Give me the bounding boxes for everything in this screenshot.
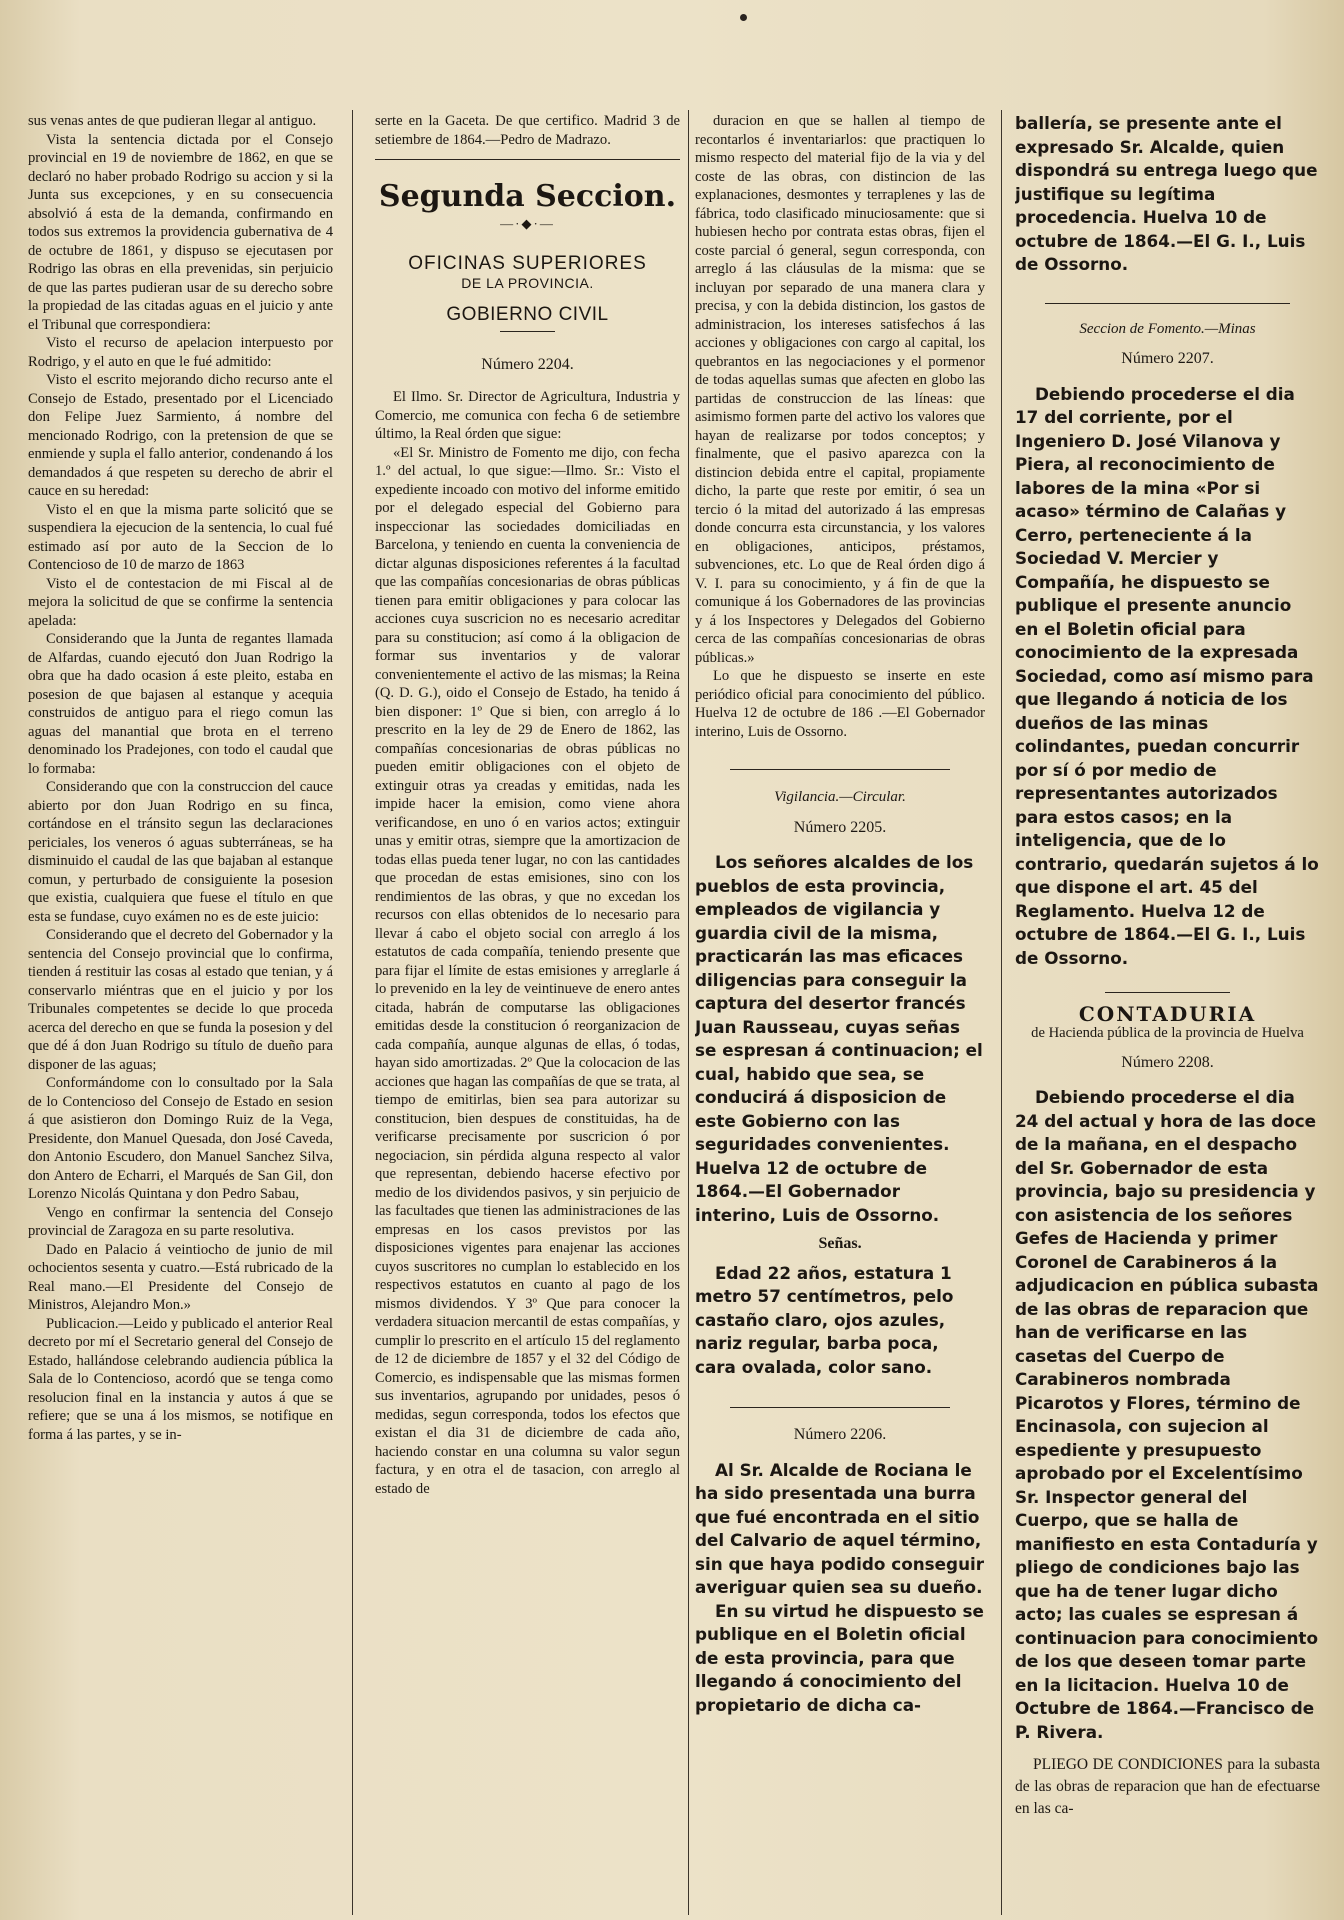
- pliego-heading: PLIEGO DE CONDICIONES para la subasta de las obras de reparacion que han de efectuarse en las ca-: [1015, 1756, 1320, 1817]
- paragraph: Visto el de contestacion de mi Fiscal al de mejora la solicitud de que se confirme la sentencia apelada:: [28, 575, 333, 629]
- short-rule: [500, 331, 555, 332]
- paragraph: Debiendo procederse el dia 17 del corriente, por el Ingeniero D. José Vilanova y Piera, al reconocimiento de labores de la mina «Por si acaso» término de Calañas y Cerro, perteneciente á la Sociedad V. Mercier y Compañía, he dispuesto se publique el presente anuncio en el Boletin oficial para conocimiento de la expresada Sociedad, como así mismo para que llegando á noticia de los dueños de las minas colindantes, puedan concurrir por sí ó por medio de representantes autorizados para estos casos; en la inteligencia, que de lo contrario, quedarán sujetos á lo que dispone el art. 45 del Reglamento. Huelva 12 de octubre de 1864.—El G. I., Luis de Ossorno.: [1015, 383, 1319, 968]
- paragraph: Al Sr. Alcalde de Rociana le ha sido presentada una burra que fué encontrada en el sitio del Calvario de aquel término, sin que haya podido conseguir averiguar quien sea su dueño.: [695, 1459, 985, 1597]
- paragraph: Visto el en que la misma parte solicitó que se suspendiera la ejecucion de la sentencia, lo cual fué estimado así por auto de la Seccion de lo Contencioso de 10 de marzo de 1863: [28, 501, 333, 573]
- ink-dot: [740, 14, 747, 21]
- divider: [1045, 303, 1290, 304]
- senas-heading: Señas.: [818, 1235, 862, 1252]
- ornament-divider: —·◆·—: [500, 215, 555, 231]
- subsection-title: Vigilancia.—Circular.: [774, 789, 906, 805]
- notice-number: Número 2205.: [793, 818, 887, 836]
- column-rule: [688, 110, 689, 1915]
- notice-text: [1015, 112, 1320, 277]
- heading-provincia: DE LA PROVINCIA.: [461, 274, 594, 291]
- paragraph: Vengo en confirmar la sentencia del Consejo provincial de Zaragoza en su parte resolutiva.: [28, 1204, 333, 1239]
- paragraph: Considerando que el decreto del Gobernador y la sentencia del Consejo provincial que lo confirma, tienden á restituir las cosas al estado que tenian, y á conservarlo miéntras que en el juicio y por los Tribunales competentes se decide lo que proceda acerca del derecho en que se funda la posesion y del que dé á don Juan Rodrigo su título de dueño para disponer de las aguas;: [28, 927, 333, 1073]
- paragraph: Visto el recurso de apelacion interpuesto por Rodrigo, y el auto en que le fué admitido:: [28, 335, 333, 370]
- paragraph: Considerando que con la construccion del cauce abierto por don Juan Rodrigo en su finca, cortándose en el tránsito segun las declaraciones periciales, los veneros ó aguas subterráneas, se ha disminuido el caudal de las que bajaban al estanque comun, y perturbado de consiguiente la posesion que existia, cualquiera que fuese el título en que esta se fundase, cuyo exámen no es de este juicio:: [28, 779, 333, 925]
- column-3: [695, 112, 985, 1912]
- heading-oficinas: OFICINAS SUPERIORES: [408, 253, 647, 274]
- paragraph: Edad 22 años, estatura 1 metro 57 centímetros, pelo castaño claro, ojos azules, nariz regular, barba poca, cara ovalada, color sano.: [695, 1262, 954, 1377]
- column-2: [375, 112, 680, 1912]
- divider: [730, 1407, 950, 1408]
- column-4: [1015, 112, 1320, 1912]
- column-1: [28, 112, 333, 1912]
- notice-text: [695, 1262, 985, 1380]
- paragraph: Los señores alcaldes de los pueblos de esta provincia, empleados de vigilancia y guardia civil de la misma, practicarán las mas eficaces diligencias para conseguir la captura del desertor francés Juan Rausseau, cuyas señas se espresan á continuacion; el cual, habido que sea, se conducirá á disposicion de este Gobierno con las seguridades convenientes. Huelva 12 de octubre de 1864.—El Gobernador interino, Luis de Ossorno.: [695, 852, 983, 1225]
- paragraph: duracion en que se hallen al tiempo de recontarlos é inventariarlos: que practiquen lo mismo respecto del material fijo de la via y del coste de las obras, con distincion de las explanaciones, desmontes y terraplenes y las de fábrica, todo clasificado minuciosamente: que si hubiesen hecho por contrata estas obras, fijen el coste parcial ó general, segun corresponda, con arreglo á las cláusulas de la misma: que se incluyan por separado de una manera clara y precisa, y con la debida distincion, los gastos de administracion, los intereses satisfechos á las acciones y obligaciones con cargo al capital, los quebrantos en las negociaciones y el pormenor de todas aquellas sumas que afecten en globo las partidas de construccion de las líneas: que asimismo formen parte del activo los valores que hayan de realizarse por todos conceptos; y finalmente, que el pasivo aparezca con la distincion debida entre el capital, propiamente dicho, la parte que reste por emitir, ó sea un tercio ó la mitad del autorizado á las empresas donde concurra esta circunstancia, y los valores en obligaciones, anticipos, préstamos, subvenciones, etc. Lo que de Real órden digo á V. I. para su conocimiento, y á fin de que la comunique á los Gobernadores de las provincias y á los Inspectores y Delegados del Gobierno cerca de las compañías concesionarias de obras públicas.»: [695, 113, 985, 666]
- paragraph: Debiendo procederse el dia 24 del actual y hora de las doce de la mañana, en el despacho del Sr. Gobernador de esta provincia, bajo su presidencia y con asistencia de los señores Gefes de Hacienda y primer Coronel de Carabineros á la adjudicacion en pública subasta de las obras de reparacion que han de verificarse en las casetas del Cuerpo de Carabineros nombrada Picarotos y Flores, término de Encinasola, con sujecion al espediente y presupuesto aprobado por el Excelentísimo Sr. Inspector general del Cuerpo, que se halla de manifiesto en esta Contaduría y pliego de condiciones bajo las que ha de tener lugar dicho acto; las cuales se espresan á continuacion para conocimiento de los que deseen tomar parte en la licitacion. Huelva 10 de Octubre de 1864.—Francisco de P. Rivera.: [1015, 1087, 1319, 1742]
- paragraph: Publicacion.—Leido y publicado el anterior Real decreto por mí el Secretario general del Consejo de Estado, hallándose celebrando audiencia pública la Sala de lo Contencioso, acordó que se tenga como resolucion final en la instancia y autos á que se refiere; que se una á los mismos, se notifique en forma á las partes, y se in-: [28, 1315, 333, 1443]
- paragraph: En su virtud he dispuesto se publique en el Boletin oficial de esta provincia, para que llegando á conocimiento del propietario de dicha ca-: [695, 1600, 984, 1715]
- notice-text: [695, 1459, 985, 1718]
- paragraph: El Ilmo. Sr. Director de Agricultura, Industria y Comercio, me comunica con fecha 6 de setiembre último, la Real órden que sigue:: [375, 389, 680, 442]
- notice-text: [1015, 1086, 1320, 1744]
- paragraph: sus venas antes de que pudieran llegar al antiguo.: [28, 113, 317, 129]
- paragraph: Visto el escrito mejorando dicho recurso ante el Consejo de Estado, presentado por el Licenciado don Felipe Juez Sarmiento, á nombre del mencionado Rodrigo, con la pretension de que se enmiende y supla el fallo anterior, condenando á los demandados á que respeten su derecho de abrir el cauce en su heredad:: [28, 372, 333, 499]
- notice-text: [1015, 383, 1320, 971]
- paragraph: Lo que he dispuesto se inserte en este periódico oficial para conocimiento del público. Huelva 12 de octubre de 186 .—El Gobernador interino, Luis de Ossorno.: [695, 668, 985, 740]
- subsection-title: Seccion de Fomento.—Minas: [1079, 320, 1256, 337]
- paragraph: Conformándome con lo consultado por la Sala de lo Contencioso del Consejo de Estado en sesion á que asistieron don Domingo Ruiz de la Vega, Presidente, don Manuel Quesada, don José Caveda, don Antonio Escudero, don Manuel Sanchez Silva, don Antero de Echarri, el Marqués de San Gil, don Lorenzo Nicolás Quintana y don Pedro Sabau,: [28, 1075, 333, 1202]
- paragraph: serte en la Gaceta. De que certifico. Madrid 3 de setiembre de 1864.—Pedro de Madrazo.: [375, 113, 680, 148]
- heading-contaduria: CONTADURIA: [1078, 1002, 1257, 1026]
- section-title: Segunda Seccion.: [378, 179, 677, 214]
- divider: [1105, 992, 1230, 993]
- divider: [730, 769, 950, 770]
- paragraph: Dado en Palacio á veintiocho de junio de mil ochocientos sesenta y cuatro.—Está rubricado de la Real mano.—El Presidente del Consejo de Ministros, Alejandro Mon.»: [28, 1241, 333, 1313]
- paragraph: Considerando que la Junta de regantes llamada de Alfardas, cuando ejecutó don Juan Rodrigo la obra que ha dado ocasion á este pleito, estaba en posesion de que bajasen al estanque y acequia construidos de antiguo para el riego comun las aguas del manantial que brota en el terreno denominado los Pradejones, con todo el caudal que lo formaba:: [28, 631, 333, 777]
- paragraph: «El Sr. Ministro de Fomento me dijo, con fecha 1.º del actual, lo que sigue:—Ilmo. Sr.: Visto el expediente incoado con motivo del informe emitido por el delegado especial del Gobierno para inspeccionar las sociedades domiciliadas en Barcelona, y teniendo en cuenta la conveniencia de dictar algunas disposiciones referentes á la facultad que las compañías concesionarias de obras públicas tienen para emitir obligaciones y para colocar las acciones cuya suscricion no es necesario acreditar para su constitucion; así como á la obligacion de formar sus inventarios y de valorar convenientemente el activo de las mismas; la Reina (Q. D. G.), oido el Consejo de Estado, ha tenido á bien disponer: 1º Que si bien, con arreglo á lo prescrito en la ley de 29 de Enero de 1862, las compañías concesionarias de obras públicas no pueden emitir obligaciones con el objeto de extinguir otras ya creadas y emitidas, nada les impide hacer la emision, como viene ahora verificandose, en uno ó en varios actos; extinguir unas y emitir otras, siempre que la amortizacion de todas ellas pueda tener lugar, no con las cantidades que procedan de estas emisiones, sino con los rendimientos de las obras, y que no excedan los recursos con ellas obtenidos de lo necesario para llevar á cabo el objeto social con arreglo á los estatutos de cada compañía, teniendo presente que para fijar el límite de estas emisiones y arreglarle á lo prevenido en la ley de veintinueve de enero antes citada, habrán de computarse las obligaciones emitidas desde la constitucion ó reorganizacion de cada compañía, aunque algunas de ellas, ó todas, hayan sido amortizadas. 2º Que la colocacion de las acciones que hagan las compañías de que se trata, al tiempo de emitirlas, bien sea para autorizar su constitucion, bien despues de constituidas, ha de verificarse precisamente por suscricion ó por negociacion, sin pérdida alguna respecto al valor que representan, debiendo hacerse efectivo por medio de los dividendos pasivos, y sin perjuicio de las facultades que tienen las administraciones de las empresas en los casos previstos por las disposiciones vigentes para enajenar las acciones cuyos suscritores no cumplan lo establecido en los respectivos estatutos en cuanto al pago de los mismos dividendos. Y 3º Que para conocer la verdadera situacion mercantil de estas compañías, y cumplir lo prescrito en el artículo 15 del reglamento de 12 de diciembre de 1857 y el 32 del Código de Comercio, es indispensable que las mismas formen sus inventarios, agrupando por unidades, pesos ó medidas, segun corresponda, todos los efectos que existan el dia 31 de diciembre de cada año, haciendo constar en una columna su valor segun factura, y en otra el de tasacion, con arreglo al estado de: [375, 444, 680, 1497]
- column-rule: [352, 110, 353, 1915]
- divider: [375, 159, 680, 160]
- column-rule: [1001, 110, 1002, 1915]
- paragraph: Vista la sentencia dictada por el Consejo provincial en 19 de noviembre de 1862, en que se declaró no haber probado Rodrigo su accion y si la Junta sus excepciones, y en su consecuencia absolvió á esta de la demanda, confirmando en todos sus extremos la providencia gubernativa de 4 de octubre de 1861, y dispuso se ejecutasen por Rodrigo las obras en ella prevenidas, sin perjuicio de que las partes pudieran usar de su derecho sobre la propiedad de las citadas aguas en el juicio y ante el Tribunal que correspondiera:: [28, 131, 333, 333]
- notice-number: Número 2204.: [481, 355, 574, 373]
- notice-number: Número 2208.: [1121, 1053, 1214, 1071]
- notice-text: [695, 851, 985, 1227]
- notice-number: Número 2206.: [793, 1426, 887, 1443]
- notice-number: Número 2207.: [1121, 350, 1214, 367]
- heading-gobierno: GOBIERNO CIVIL: [446, 304, 609, 325]
- paragraph: ballería, se presente ante el expresado Sr. Alcalde, quien dispondrá su entrega luego que justifique su legítima procedencia. Huelva 10 de octubre de 1864.—El G. I., Luis de Ossorno.: [1015, 113, 1318, 274]
- subheading-hacienda: de Hacienda pública de la provincia de Huelva: [1031, 1024, 1304, 1041]
